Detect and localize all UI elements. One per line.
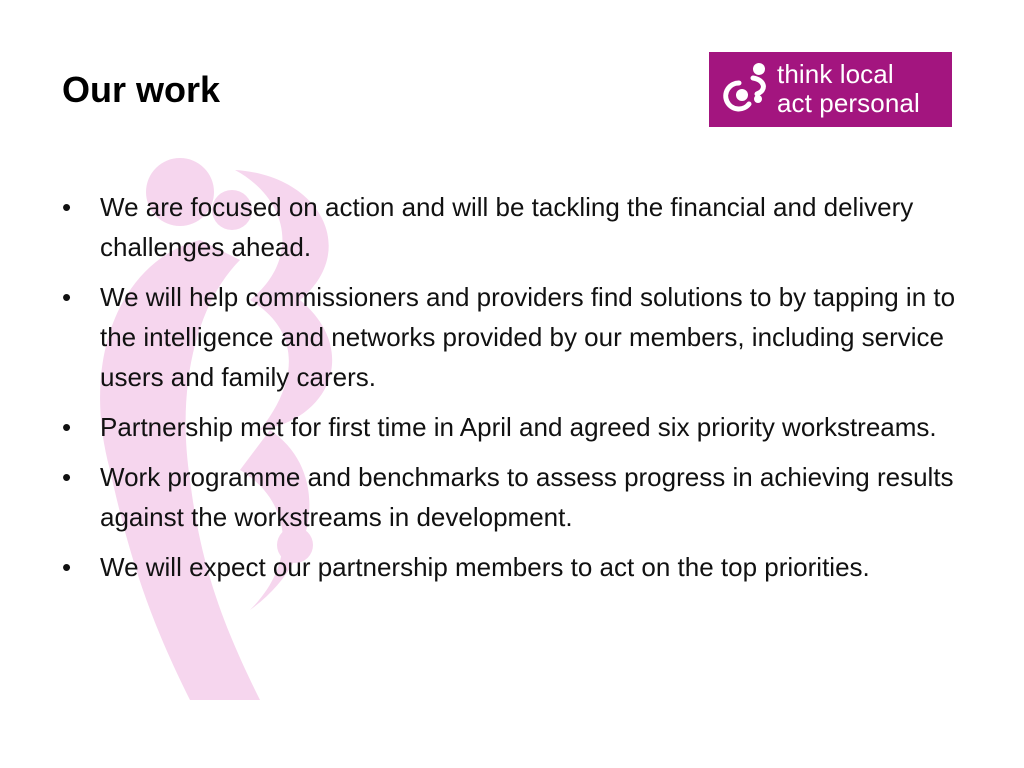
slide-title: Our work [62, 69, 221, 110]
bullet-item [62, 547, 967, 587]
bullet-item [62, 457, 967, 537]
bullet-text: We will expect our partnership members to act on the top priorities. [100, 552, 870, 582]
logo-text [777, 60, 920, 118]
bullet-text: Partnership met for first time in April and agreed six priority workstreams. [100, 412, 937, 442]
bullet-item [62, 407, 967, 447]
bullet-item [62, 187, 967, 267]
bullet-text: We are focused on action and will be tackling the financial and delivery challenges ahead. [100, 192, 914, 262]
bullet-dot-icon: • [62, 282, 72, 312]
logo-line-2: act personal [777, 88, 920, 118]
logo-figure-icon [709, 52, 779, 127]
bullet-item [62, 277, 967, 397]
logo-line-1: think local [777, 59, 894, 89]
think-local-act-personal-logo [709, 52, 952, 127]
bullet-dot-icon: • [62, 412, 72, 442]
bullet-dot-icon: • [62, 192, 72, 222]
bullet-text: We will help commissioners and providers find solutions to by tapping in to the intelligence and networks provided by our members, including service users and family carers. [100, 282, 956, 392]
bullet-dot-icon: • [62, 462, 72, 492]
bullet-text: Work programme and benchmarks to assess progress in achieving results against the workstreams in development. [100, 462, 954, 532]
bullet-dot-icon: • [62, 552, 72, 582]
bullet-list [62, 187, 967, 597]
